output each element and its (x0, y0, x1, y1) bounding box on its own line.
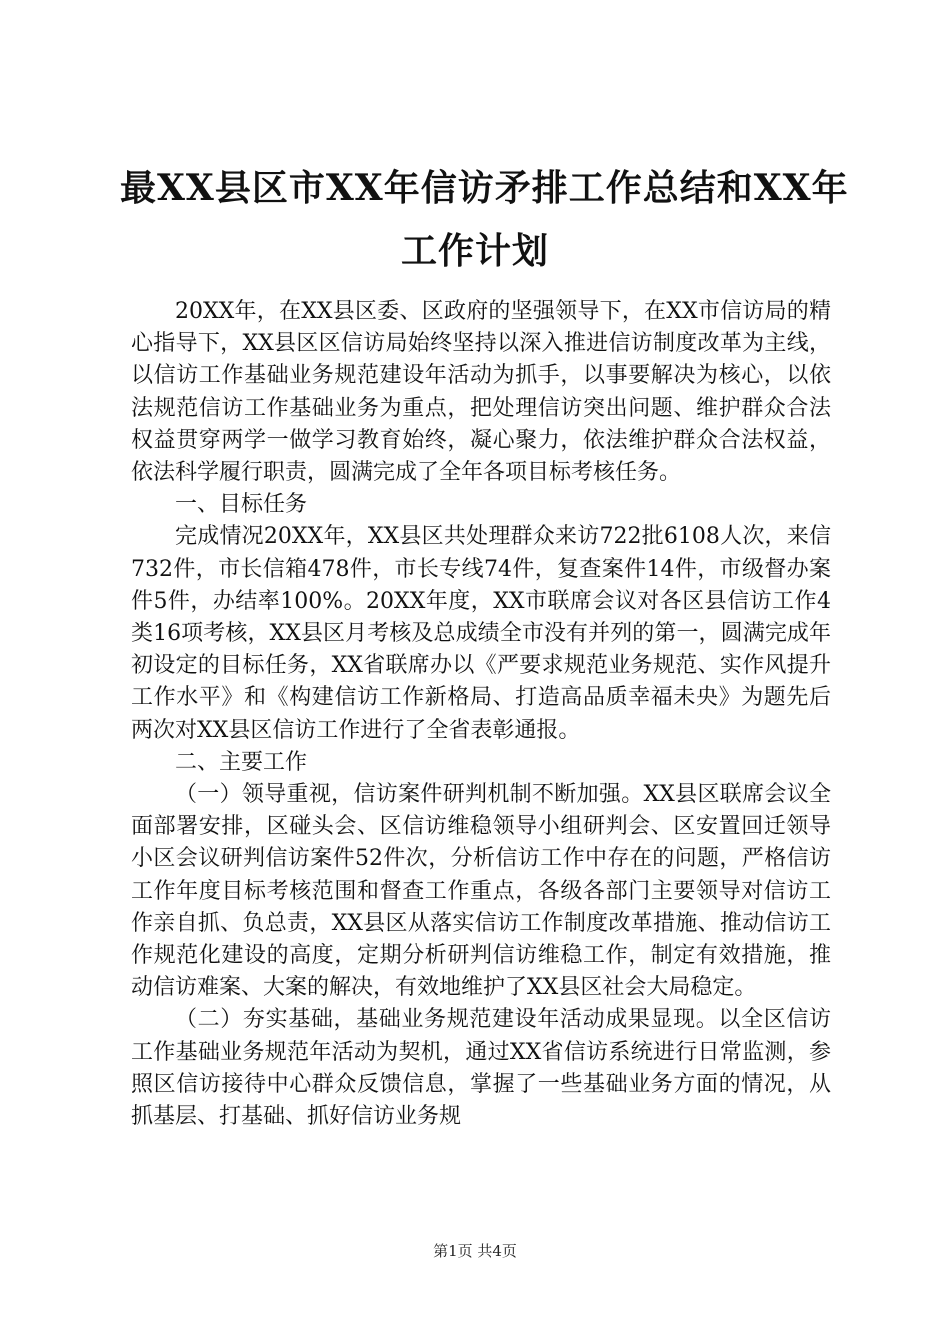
section-heading-main-work: 二、主要工作 (175, 749, 308, 775)
document-title-line-2: 工作计划 (400, 230, 549, 272)
paragraph-foundation: （二）夯实基础，基础业务规范建设年活动成果显现。以全区信访工作基础业务规范年活动为契机，通过XX省信访系统进行日常监测，参照区信访接待中心群众反馈信息，掌握了一些基础业务方面的情况，从抓基层、打基础、抓好信访业务规 (131, 1007, 831, 1130)
document-body (131, 296, 831, 1133)
document-title-line-1: 最XX县区市XX年信访矛排工作总结和XX年 (120, 167, 849, 209)
paragraph-intro: 20XX年，在XX县区委、区政府的坚强领导下，在XX市信访局的精心指导下，XX县区区信访局始终坚持以深入推进信访制度改革为主线，以信访工作基础业务规范建设年活动为抓手，以事要解决为核心，以依法规范信访工作基础业务为重点，把处理信访突出问题、维护群众合法权益贯穿两学一做学习教育始终，凝心聚力，依法维护群众合法权益，依法科学履行职责，圆满完成了全年各项目标考核任务。 (131, 299, 831, 486)
paragraph-leadership: （一）领导重视，信访案件研判机制不断加强。XX县区联席会议全面部署安排，区碰头会、区信访维稳领导小组研判会、区安置回迁领导小区会议研判信访案件52件次，分析信访工作中存在的问题，严格信访工作年度目标考核范围和督查工作重点，各级各部门主要领导对信访工作亲自抓、负总责，XX县区从落实信访工作制度改革措施、推动信访工作规范化建设的高度，定期分析研判信访维稳工作，制定有效措施，推动信访难案、大案的解决，有效地维护了XX县区社会大局稳定。 (131, 782, 831, 1001)
section-heading-goals: 一、目标任务 (175, 492, 308, 518)
paragraph-goals: 完成情况20XX年，XX县区共处理群众来访722批6108人次，来信732件，市长信箱478件，市长专线74件，复查案件14件，市级督办案件5件，办结率100%。20XX年度，XX市联席会议对各区县信访工作4类16项考核，XX县区月考核及总成绩全市没有并列的第一，圆满完成年初设定的目标任务，XX省联席办以《严要求规范业务规范、实作风提升工作水平》和《构建信访工作新格局、打造高品质幸福未央》为题先后两次对XX县区信访工作进行了全省表彰通报。 (131, 524, 831, 743)
page-number-footer: 第1页 共4页 (433, 1242, 517, 1260)
